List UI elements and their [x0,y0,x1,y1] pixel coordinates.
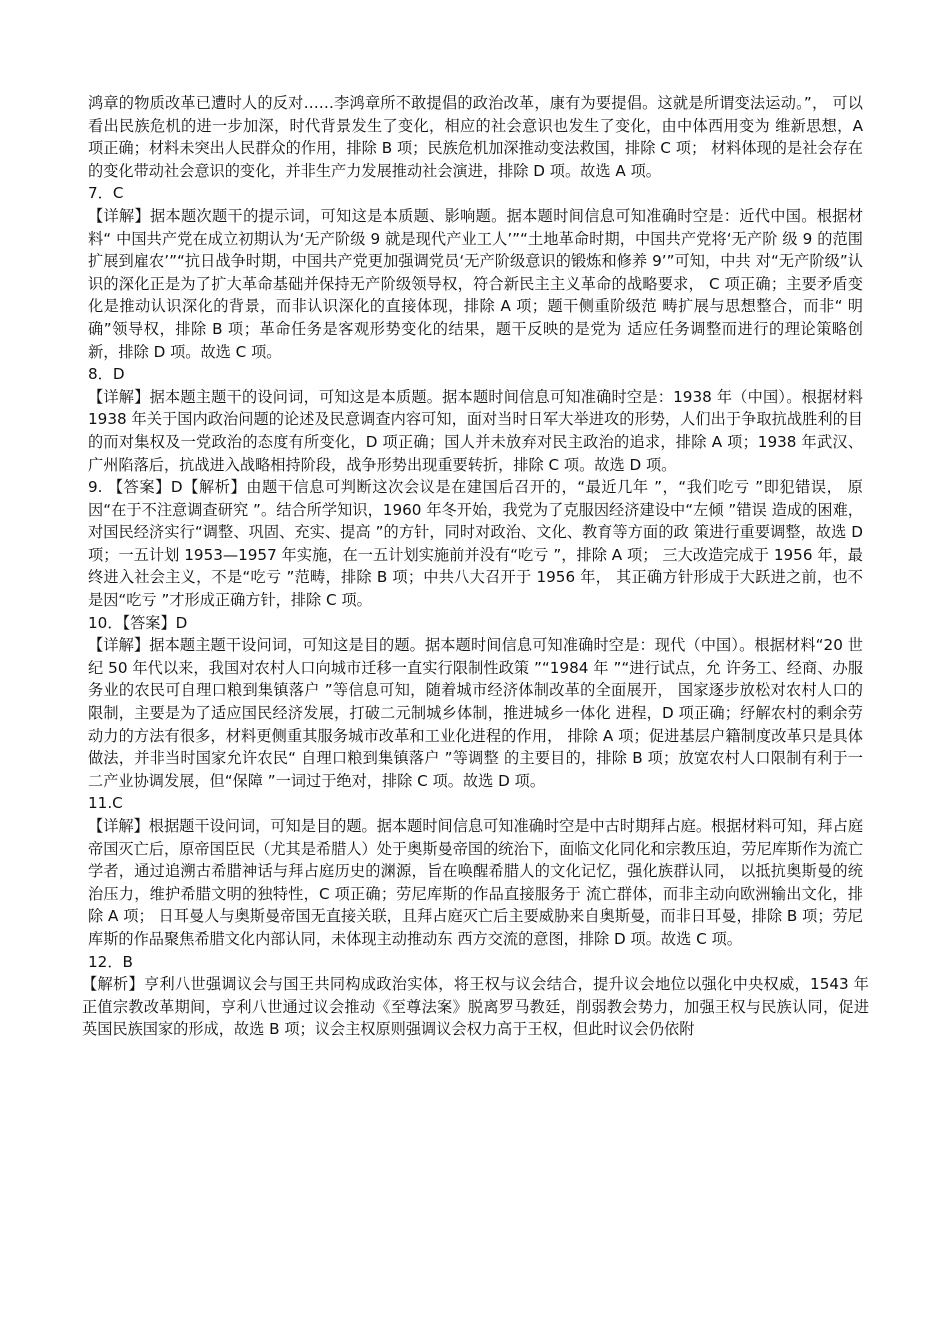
answer-q12: 12．B [88,952,133,971]
answer-q11: 11.C [88,794,123,813]
explanation-q10: 【详解】据本题主题干设问词，可知这是目的题。据本题时间信息可知准确时空是：现代（中国）。根据材料“20 世纪 50 年代以来，我国对农村人口向城市迁移一直实行限制性政策 ”“1984 年 ”“进行试点，允 许务工、经商、办服务业的农民可自理口粮到集镇落户 ”等信息可知，随着城市经济体制改革的全面展开， 国家逐步放松对农村人口的限制，主要是为了适应国民经济发展，打破二元制城乡体制，推进城乡一体化 进程，D 项正确；纾解农村的剩余劳动力的方法有很多，材料更侧重其服务城市改革和工业化进程的作用， 排除 A 项；促进基层户籍制度改革只是具体做法，并非当时国家允许农民“ 自理口粮到集镇落户 ”等调整 的主要目的，排除 B 项；放宽农村人口限制有利于一二产业协调发展，但“保障 ”一词过于绝对，排除 C 项。故选 D 项。 [88,636,863,790]
explanation-q11: 【详解】根据题干设问词，可知是目的题。据本题时间信息可知准确时空是中古时期拜占庭。根据材料可知，拜占庭帝国灭亡后，原帝国臣民（尤其是希腊人）处于奥斯曼帝国的统治下，面临文化同化和宗教压迫，劳尼库斯作为流亡学者，通过追溯古希腊神话与拜占庭历史的渊源，旨在唤醒希腊人的文化记忆，强化族群认同， 以抵抗奥斯曼的统治压力，维护希腊文明的独特性，C 项正确；劳尼库斯的作品直接服务于 流亡群体，而非主动向欧洲输出文化，排除 A 项； 日耳曼人与奥斯曼帝国无直接关联，且拜占庭灭亡后主要威胁来自奥斯曼，而非日耳曼，排除 B 项；劳尼库斯的作品聚焦希腊文化内部认同，未体现主动推动东 西方交流的意图，排除 D 项。故选 C 项。 [88,817,863,948]
explanation-q7: 【详解】据本题次题干的提示词，可知这是本质题、影响题。据本题时间信息可知准确时空是：近代中国。根据材料“ 中国共产党在成立初期认为‘无产阶级 9 就是现代产业工人’”“土地革命时期，中国共产党将‘无产阶 级 9 的范围扩展到雇农’”“抗日战争时期，中国共产党更加强调党员‘无产阶级意识的锻炼和修养 9’”可知，中共 对“无产阶级”认识的深化正是为了扩大革命基础并保持无产阶级领导权，符合新民主主义革命的战略要求， C 项正确；主要矛盾变化是推动认识深化的背景，而非认识深化的直接体现，排除 A 项；题干侧重阶级范 畴扩展与思想整合，而非“ 明确”领导权，排除 B 项；革命任务是客观形势变化的结果，题干反映的是党为 适应任务调整而进行的理论策略创新，排除 D 项。故选 C 项。 [88,206,863,361]
explanation-q12: 【解析】亨利八世强调议会与国王共同构成政治实体，将王权与议会结合，提升议会地位以强化中央权威，1543 年正值宗教改革期间，亨利八世通过议会推动《至尊法案》脱离罗马教廷，削弱教会势力，加强王权与民族认同，促进英国民族国家的形成，故选 B 项；议会主权原则强调议会权力高于王权，但此时议会仍依附 [82,975,869,1039]
answer-explanation-page [82,92,869,1041]
answer-q7: 7．C [88,184,124,203]
answer-q10: 10．【答案】D [88,613,188,632]
explanation-q9: 9. 【答案】D【解析】由题干信息可判断这次会议是在建国后召开的，“最近几年 ”，“我们吃亏 ”即犯错误， 原因“在于不注意调查研究 ”。结合所学知识，1960 年冬开始，我党为了克服因经济建设中“左倾 ”错误 造成的困难，对国民经济实行“调整、巩固、充实、提高 ”的方针，同时对政治、文化、教育等方面的政 策进行重要调整，故选 D 项；一五计划 1953—1957 年实施，在一五计划实施前并没有“吃亏 ”，排除 A 项； 三大改造完成于 1956 年，最终进入社会主义，不是“吃亏 ”范畴，排除 B 项；中共八大召开于 1956 年， 其正确方针形成于大跃进之前，也不是因“吃亏 ”才形成正确方针，排除 C 项。 [88,478,863,610]
explanation-q6-tail: 鸿章的物质改革已遭时人的反对……李鸿章所不敢提倡的政治改革，康有为要提倡。这就是所谓变法运动。”， 可以看出民族危机的进一步加深，时代背景发生了变化，相应的社会意识也发生了变化，由中体西用变为 维新思想，A 项正确；材料未突出人民群众的作用，排除 B 项；民族危机加深推动变法救国，排除 C 项； 材料体现的是社会存在的变化带动社会意识的变化，并非生产力发展推动社会演进，排除 D 项。故选 A 项。 [88,94,863,180]
answer-q8: 8．D [88,365,125,384]
explanation-q8: 【详解】据本题主题干的设问词，可知这是本质题。据本题时间信息可知准确时空是：1938 年（中国）。根据材料 1938 年关于国内政治问题的论述及民意调查内容可知，面对当时日军大举进攻的形势，人们出于争取抗战胜利的目的而对集权及一党政治的态度有所变化，D 项正确；国人并未放弃对民主政治的追求，排除 A 项；1938 年武汉、广州陷落后，抗战进入战略相持阶段，战争形势出现重要转折，排除 C 项。故选 D 项。 [88,387,863,474]
